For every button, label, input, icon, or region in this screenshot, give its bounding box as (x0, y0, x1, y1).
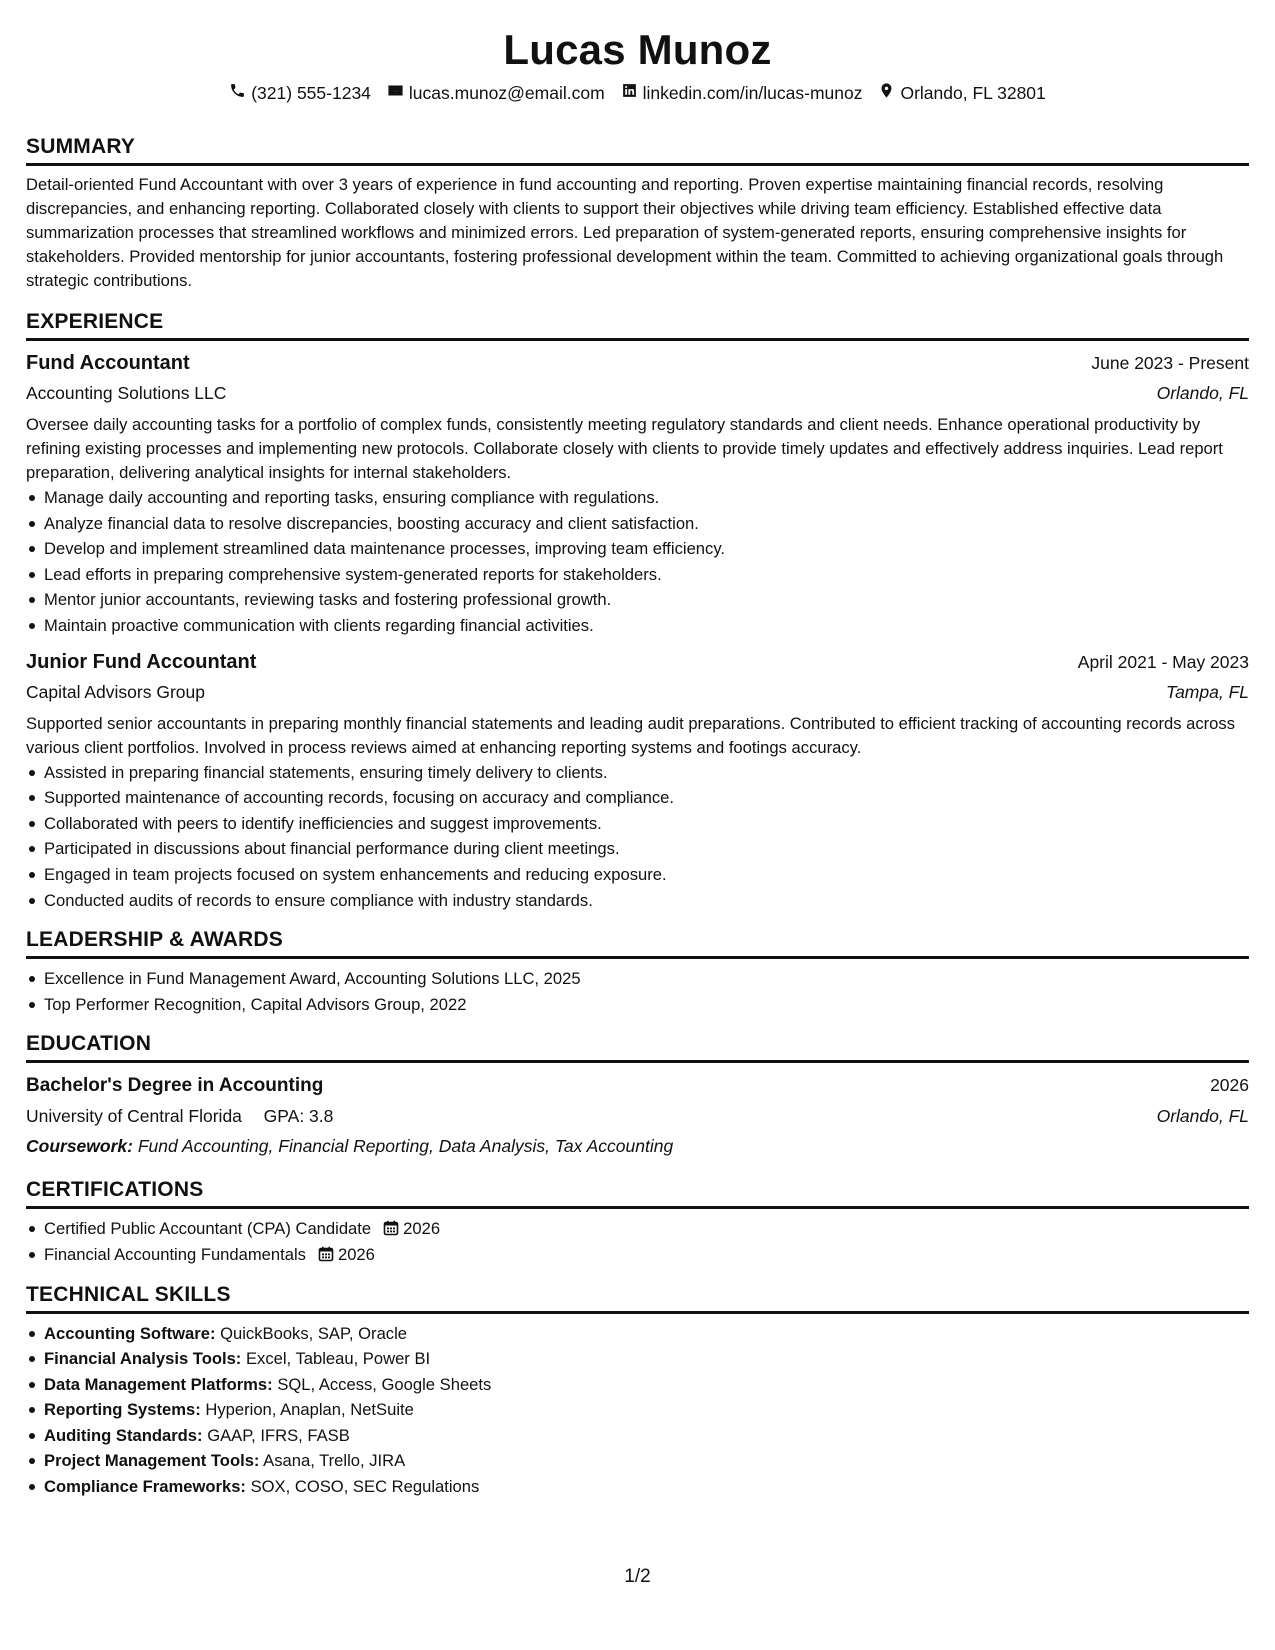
job-entry (26, 348, 1249, 639)
job-subheader (26, 378, 1249, 408)
skill-value: Asana, Trello, JIRA (263, 1451, 406, 1471)
skill-label: Auditing Standards: (44, 1425, 203, 1445)
gpa-text: GPA: 3.8 (263, 1106, 334, 1127)
skills-list (26, 1321, 1249, 1500)
list-item: Conducted audits of records to ensure compliance with industry standards. (44, 888, 1249, 914)
skill-label: Accounting Software: (44, 1323, 216, 1343)
location-text: Orlando, FL 32801 (900, 82, 1046, 103)
list-item: Top Performer Recognition, Capital Advisors Group, 2022 (44, 992, 1249, 1018)
skill-label: Data Management Platforms: (44, 1374, 273, 1394)
section-title-summary: SUMMARY (26, 134, 1249, 166)
list-item: Develop and implement streamlined data maintenance processes, improving team efficiency. (44, 536, 1249, 562)
list-item: Lead efforts in preparing comprehensive system-generated reports for stakeholders. (44, 562, 1249, 588)
job-description: Oversee daily accounting tasks for a portfolio of complex funds, consistently meeting regulatory standards and client needs. Enhance operational productivity by refining existing processes and implementing new protocols. Collaborate closely with clients to provide timely updates and effectively address inquiries. Lead report preparation, delivering analytical insights for internal stakeholders. (26, 415, 1223, 482)
education-header (26, 1070, 1249, 1101)
list-item: Analyze financial data to resolve discrepancies, boosting accuracy and client satisfaction. (44, 511, 1249, 537)
coursework-text: Fund Accounting, Financial Reporting, Data Analysis, Tax Accounting (137, 1136, 674, 1157)
linkedin-text: linkedin.com/in/lucas-munoz (642, 82, 863, 103)
job-title: Fund Accountant (26, 352, 190, 374)
list-item: Supported maintenance of accounting records, focusing on accuracy and compliance. (44, 785, 1249, 811)
list-item (44, 1397, 1249, 1423)
leadership-section (26, 927, 1249, 1017)
job-bullets (26, 760, 1249, 914)
list-item (44, 1474, 1249, 1500)
skill-value: Excel, Tableau, Power BI (245, 1349, 431, 1369)
school-name: University of Central Florida (26, 1106, 242, 1127)
list-item: Excellence in Fund Management Award, Accounting Solutions LLC, 2025 (44, 966, 1249, 992)
certifications-section (26, 1177, 1249, 1267)
school-location: Orlando, FL (1156, 1106, 1249, 1127)
list-item: Participated in discussions about financial performance during client meetings. (44, 836, 1249, 862)
job-header (26, 647, 1249, 677)
skill-value: SQL, Access, Google Sheets (277, 1374, 492, 1394)
job-dates: June 2023 - Present (1091, 353, 1249, 373)
contact-linkedin[interactable] (621, 82, 863, 104)
section-title-experience: EXPERIENCE (26, 309, 1249, 341)
list-item (44, 1321, 1249, 1347)
map-pin-icon (878, 82, 895, 104)
phone-text: (321) 555-1234 (251, 82, 371, 103)
list-item (44, 1216, 1249, 1242)
certification-year: 2026 (403, 1219, 441, 1239)
skill-label: Financial Analysis Tools: (44, 1349, 242, 1369)
section-title-certifications: CERTIFICATIONS (26, 1177, 1249, 1209)
list-item (44, 1346, 1249, 1372)
job-dates: April 2021 - May 2023 (1077, 651, 1249, 672)
list-item: Collaborated with peers to identify inefficiencies and suggest improvements. (44, 811, 1249, 837)
certifications-list (26, 1216, 1249, 1267)
skill-value: SOX, COSO, SEC Regulations (250, 1477, 480, 1497)
email-text: lucas.munoz@email.com (408, 82, 605, 103)
coursework-label: Coursework: (26, 1136, 133, 1157)
list-item (44, 1372, 1249, 1398)
job-title: Junior Fund Accountant (26, 650, 257, 673)
coursework-line (26, 1131, 1249, 1161)
list-item (44, 1423, 1249, 1449)
envelope-icon (387, 82, 404, 104)
contact-location (878, 82, 1045, 104)
contact-phone (229, 82, 371, 104)
job-bullets (26, 485, 1249, 639)
awards-list (26, 966, 1249, 1017)
experience-section (26, 309, 1249, 913)
education-section (26, 1031, 1249, 1161)
section-title-leadership: LEADERSHIP & AWARDS (26, 927, 1249, 959)
job-description: Supported senior accountants in preparing monthly financial statements and leading audit preparations. Contributed to efficient tracking of accounting records across various client portfolios. Involved in process reviews aimed at enhancing reporting systems and footings accuracy. (26, 713, 1235, 757)
list-item: Manage daily accounting and reporting tasks, ensuring compliance with regulations. (44, 485, 1249, 511)
section-title-skills: TECHNICAL SKILLS (26, 1282, 1249, 1314)
section-title-education: EDUCATION (26, 1031, 1249, 1063)
certification-name: Certified Public Accountant (CPA) Candidate (44, 1219, 372, 1239)
list-item: Assisted in preparing financial statements, ensuring timely delivery to clients. (44, 760, 1249, 786)
summary-section (26, 134, 1249, 293)
linkedin-icon (621, 82, 638, 104)
job-company: Accounting Solutions LLC (26, 383, 227, 403)
candidate-name: Lucas Munoz (503, 26, 772, 73)
skills-section (26, 1282, 1249, 1500)
summary-text: Detail-oriented Fund Accountant with over 3 years of experience in fund accounting and reporting. Proven expertise maintaining financial records, resolving discrepancies, and enhancing reporting. Collaborated closely with clients to support their objectives while driving team efficiency. Established effective data summarization processes that streamlined workflows and minimized errors. Led preparation of system-generated reports, ensuring comprehensive insights for stakeholders. Provided mentorship for junior accountants, fostering professional development within the team. Committed to achieving organizational goals through strategic contributions. (26, 175, 1224, 290)
job-header (26, 348, 1249, 378)
list-item: Engaged in team projects focused on system enhancements and reducing exposure. (44, 862, 1249, 888)
calendar-icon (318, 1244, 334, 1260)
list-item: Mentor junior accountants, reviewing tasks and fostering professional growth. (44, 587, 1249, 613)
graduation-year: 2026 (1210, 1075, 1249, 1096)
skill-value: GAAP, IFRS, FASB (207, 1425, 350, 1445)
degree-title: Bachelor's Degree in Accounting (26, 1075, 324, 1097)
phone-icon (229, 82, 246, 104)
page-number: 1/2 (624, 1566, 651, 1587)
job-location: Orlando, FL (1156, 383, 1249, 403)
certification-year: 2026 (337, 1244, 375, 1264)
education-subheader (26, 1101, 1249, 1131)
skill-label: Compliance Frameworks: (44, 1477, 246, 1497)
school-line (26, 1101, 333, 1131)
skill-label: Project Management Tools: (44, 1451, 260, 1471)
contact-email[interactable] (387, 82, 605, 104)
skill-label: Reporting Systems: (44, 1400, 201, 1420)
job-subheader (26, 677, 1249, 707)
job-company: Capital Advisors Group (26, 681, 205, 702)
list-item (44, 1242, 1249, 1268)
job-entry (26, 647, 1249, 914)
certification-name: Financial Accounting Fundamentals (44, 1244, 306, 1264)
skill-value: Hyperion, Anaplan, NetSuite (205, 1400, 414, 1420)
calendar-icon (383, 1218, 399, 1234)
contact-row (26, 80, 1249, 106)
list-item: Maintain proactive communication with clients regarding financial activities. (44, 613, 1249, 639)
job-location: Tampa, FL (1165, 681, 1249, 702)
list-item (44, 1448, 1249, 1474)
skill-value: QuickBooks, SAP, Oracle (220, 1323, 408, 1343)
